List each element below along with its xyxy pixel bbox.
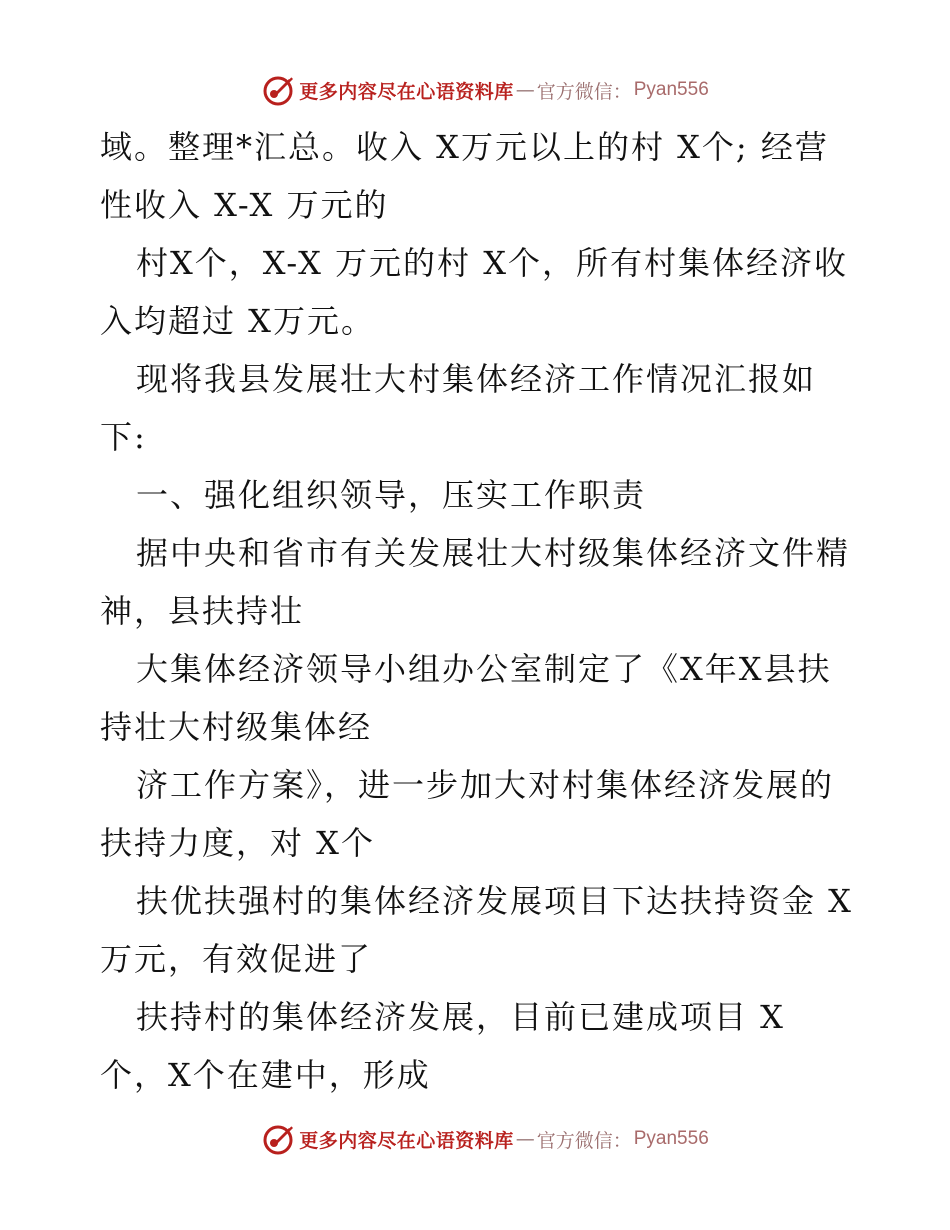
text-line: 大集体经济领导小组办公室制定了《X年X县扶 bbox=[136, 650, 832, 688]
text-line: 济工作方案》，进一步加大对村集体经济发展的 bbox=[136, 766, 835, 804]
banner-wechat-id: Pyan556 bbox=[633, 1128, 709, 1149]
footer-banner bbox=[0, 1119, 950, 1159]
text-line: 域。整理*汇总。收入 X万元以上的村 X个; 经营 bbox=[100, 128, 829, 166]
pen-logo-icon bbox=[261, 1122, 295, 1156]
text-line: 神，县扶持壮 bbox=[100, 592, 305, 630]
text-line: 扶持力度，对 X个 bbox=[100, 824, 375, 862]
text-line: 扶持村的集体经济发展，目前已建成项目 X bbox=[136, 998, 785, 1036]
banner-dash: — bbox=[515, 79, 535, 101]
text-line: 持壮大村级集体经 bbox=[100, 708, 373, 746]
banner-slogan: 更多内容尽在心语资料库 bbox=[299, 80, 514, 103]
text-line: 村X个，X-X 万元的村 X个，所有村集体经济收 bbox=[136, 244, 849, 282]
text-line: 扶优扶强村的集体经济发展项目下达扶持资金 X bbox=[136, 882, 853, 920]
text-line: 现将我县发展壮大村集体经济工作情况汇报如 bbox=[136, 360, 817, 398]
text-line: 入均超过 X万元。 bbox=[100, 302, 375, 340]
banner-dash: — bbox=[515, 1128, 535, 1150]
banner-wechat-label: 官方微信： bbox=[536, 80, 632, 103]
text-line: 性收入 X-X 万元的 bbox=[100, 186, 389, 224]
banner-wechat-label: 官方微信： bbox=[536, 1129, 632, 1152]
document-body bbox=[100, 118, 860, 1104]
banner-wechat-id: Pyan556 bbox=[633, 79, 709, 100]
text-line: 个，X个在建中，形成 bbox=[100, 1056, 431, 1094]
section-heading: 一、强化组织领导，压实工作职责 bbox=[136, 476, 647, 514]
banner-slogan: 更多内容尽在心语资料库 bbox=[299, 1129, 514, 1152]
header-banner bbox=[0, 70, 950, 110]
pen-logo-icon bbox=[261, 73, 295, 107]
text-line: 据中央和省市有关发展壮大村级集体经济文件精 bbox=[136, 534, 851, 572]
text-line: 下: bbox=[100, 418, 147, 456]
text-line: 万元，有效促进了 bbox=[100, 940, 373, 978]
